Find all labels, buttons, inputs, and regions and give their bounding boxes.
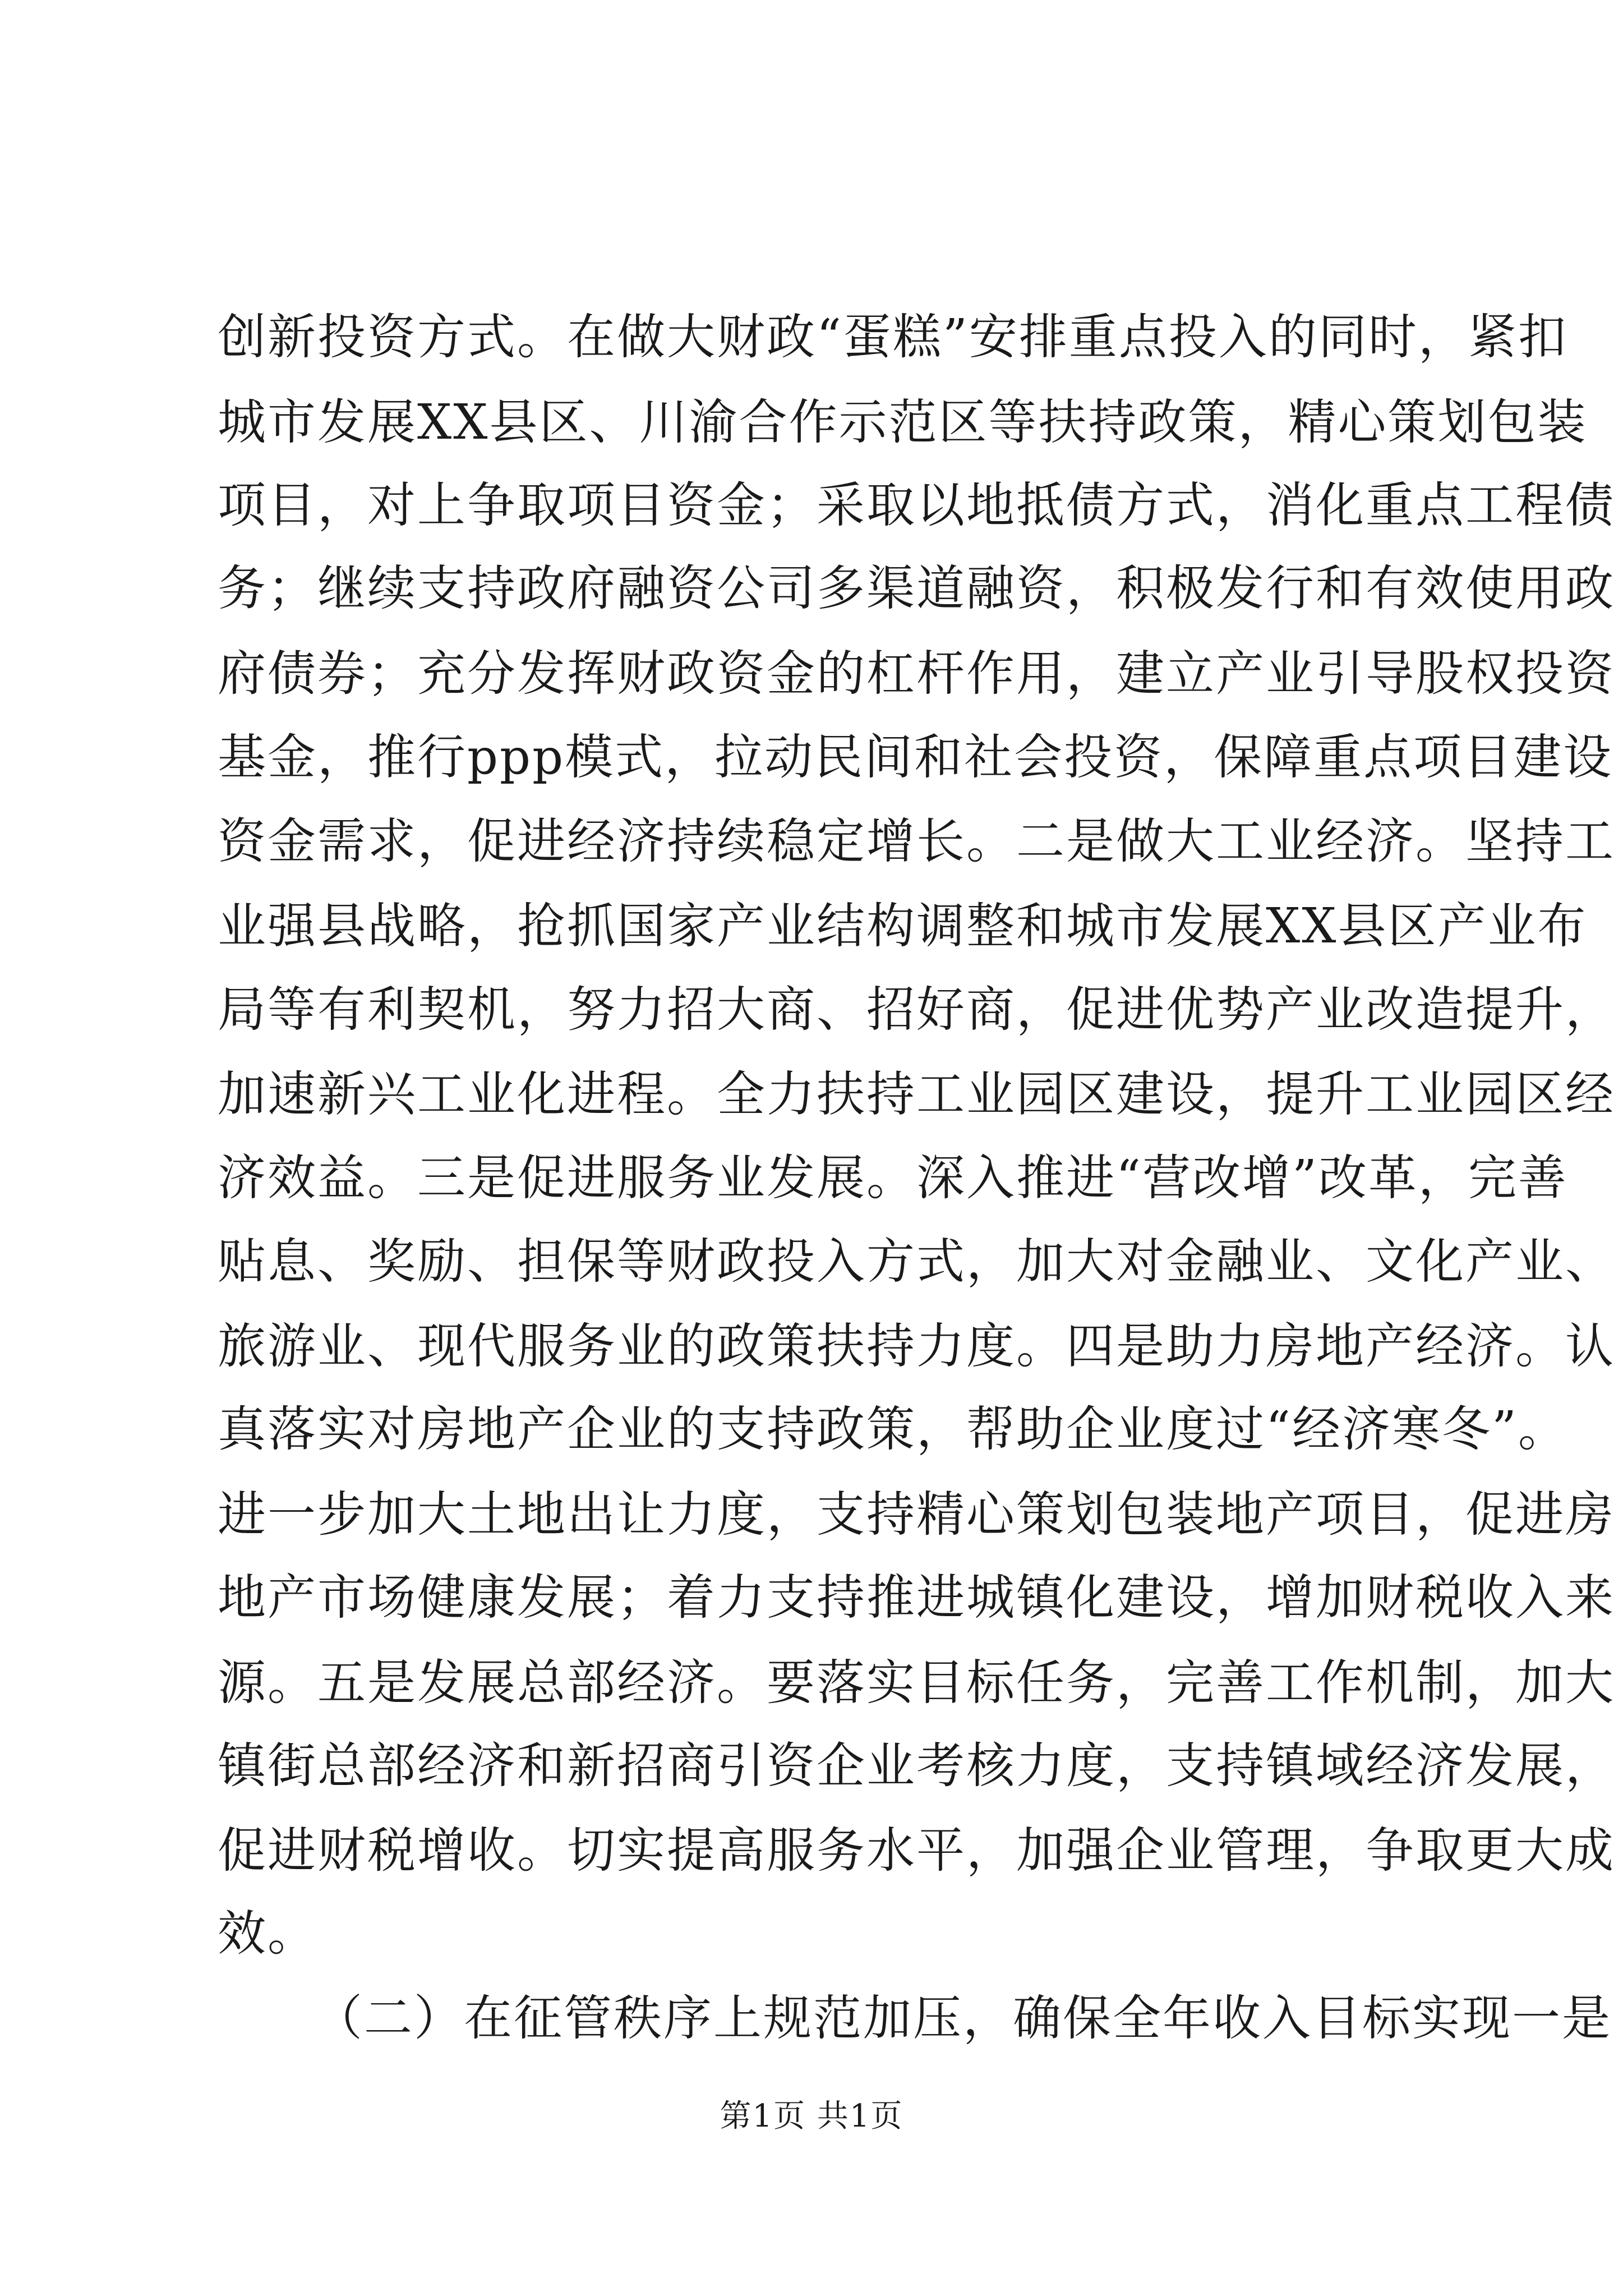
section-heading-line: （二）在征管秩序上规范加压，确保全年收入目标实现一是	[314, 1990, 1612, 2046]
body-text-line: 旅游业、现代服务业的政策扶持力度。四是助力房地产经济。认	[218, 1318, 1615, 1374]
page-footer: 第1页 共1页	[720, 2098, 903, 2134]
body-text-line: 资金需求，促进经济持续稳定增长。二是做大工业经济。坚持工	[218, 813, 1615, 869]
body-text-line: 府债券；充分发挥财政资金的杠杆作用，建立产业引导股权投资	[218, 646, 1615, 702]
body-text-line: 基金，推行ppp模式，拉动民间和社会投资，保障重点项目建设	[218, 729, 1613, 785]
body-text-line: 务；继续支持政府融资公司多渠道融资，积极发行和有效使用政	[218, 560, 1615, 616]
body-text-line: 真落实对房地产企业的支持政策，帮助企业度过“经济寒冬”。	[218, 1401, 1568, 1457]
body-text-line: 加速新兴工业化进程。全力扶持工业园区建设，提升工业园区经	[218, 1066, 1615, 1122]
body-text-line: 局等有利契机，努力招大商、招好商，促进优势产业改造提升，	[218, 982, 1615, 1038]
body-text-line: 业强县战略，抢抓国家产业结构调整和城市发展XX县区产业布	[218, 898, 1588, 954]
body-text-line: 源。五是发展总部经济。要落实目标任务，完善工作机制，加大	[218, 1655, 1615, 1711]
body-text-line: 地产市场健康发展；着力支持推进城镇化建设，增加财税收入来	[218, 1570, 1615, 1626]
body-text-line: 创新投资方式。在做大财政“蛋糕”安排重点投入的同时，紧扣	[218, 309, 1568, 365]
body-text-line: 促进财税增收。切实提高服务水平，加强企业管理，争取更大成	[218, 1823, 1615, 1879]
body-text-line: 效。	[218, 1906, 317, 1962]
body-text-line: 济效益。三是促进服务业发展。深入推进“营改增”改革，完善	[218, 1150, 1568, 1206]
body-text-line: 贴息、奖励、担保等财政投入方式，加大对金融业、文化产业、	[218, 1234, 1615, 1290]
body-text-line: 镇街总部经济和新招商引资企业考核力度，支持镇域经济发展，	[218, 1738, 1615, 1794]
body-text-line: 进一步加大土地出让力度，支持精心策划包装地产项目，促进房	[218, 1487, 1615, 1543]
body-text-line: 项目，对上争取项目资金；采取以地抵债方式，消化重点工程债	[218, 477, 1615, 533]
body-text-line: 城市发展XX县区、川渝合作示范区等扶持政策，精心策划包装	[218, 394, 1588, 450]
